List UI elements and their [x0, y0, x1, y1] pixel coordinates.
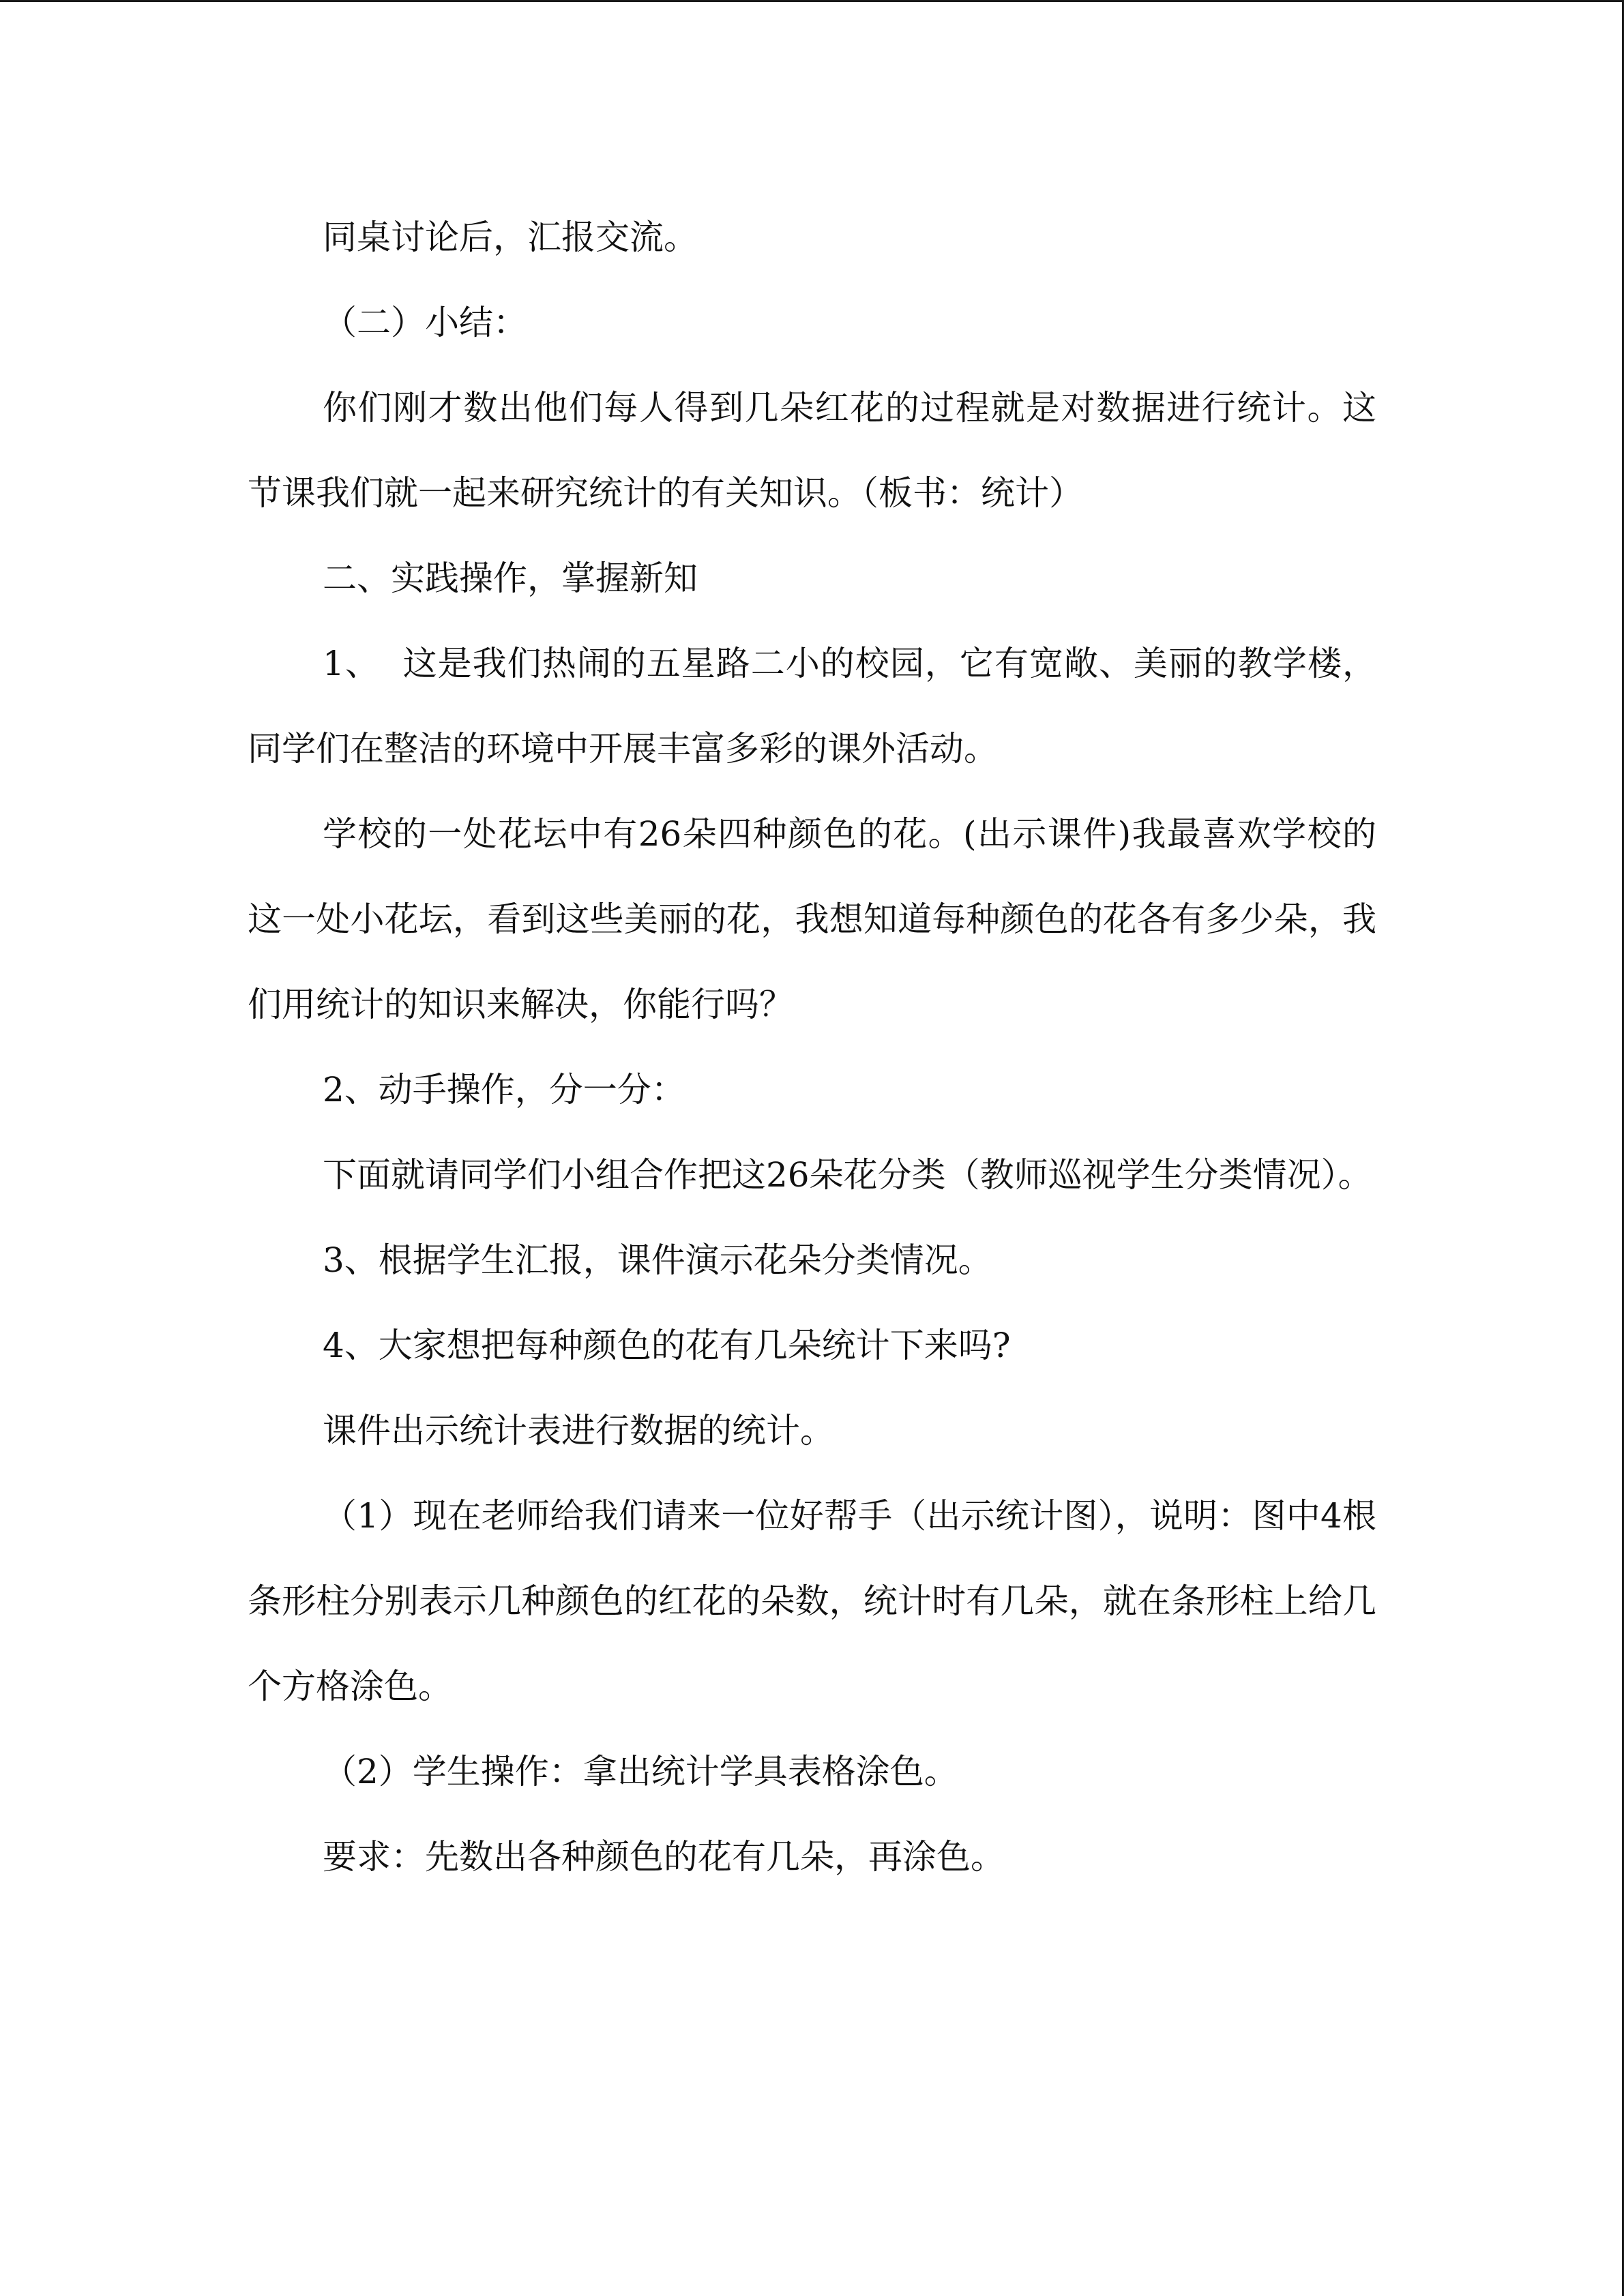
page-top-border [0, 0, 1624, 2]
paragraph-step-2: （2）学生操作：拿出统计学具表格涂色。 [323, 1752, 958, 1791]
paragraph-flowerbed: 学校的一处花坛中有26朵四种颜色的花。(出示课件)我最喜欢学校的这一处小花坛，看到这些美丽的花，我想知道每种颜色的花各有多少朵，我们用统计的知识来解决，你能行吗？ [248, 814, 1376, 1024]
paragraph-step-1: （1）现在老师给我们请来一位好帮手（出示统计图），说明：图中4根条形柱分别表示几种颜色的红花的朵数，统计时有几朵，就在条形柱上给几个方格涂色。 [248, 1496, 1376, 1706]
paragraph-item-4: 4、大家想把每种颜色的花有几朵统计下来吗? [323, 1326, 1011, 1365]
paragraph-item-1: 1、 这是我们热闹的五星路二小的校园，它有宽敞、美丽的教学楼，同学们在整洁的环境中开展丰富多彩的课外活动。 [248, 644, 1376, 769]
paragraph-courseware: 课件出示统计表进行数据的统计。 [323, 1411, 834, 1450]
paragraph-item-3: 3、根据学生汇报，课件演示花朵分类情况。 [323, 1240, 992, 1280]
paragraph-summary-heading: （二）小结： [323, 303, 527, 342]
paragraph-grouping: 下面就请同学们小组合作把这26朵花分类（教师巡视学生分类情况）。 [323, 1155, 1372, 1195]
document-body [248, 195, 1376, 1900]
paragraph-discussion: 同桌讨论后，汇报交流。 [323, 218, 698, 257]
paragraph-section-heading: 二、实践操作，掌握新知 [323, 558, 698, 598]
paragraph-summary: 你们刚才数出他们每人得到几朵红花的过程就是对数据进行统计。这节课我们就一起来研究统计的有关知识。（板书：统计） [248, 388, 1376, 513]
paragraph-requirement: 要求：先数出各种颜色的花有几朵，再涂色。 [323, 1837, 1005, 1877]
paragraph-item-2: 2、动手操作，分一分： [323, 1070, 685, 1109]
